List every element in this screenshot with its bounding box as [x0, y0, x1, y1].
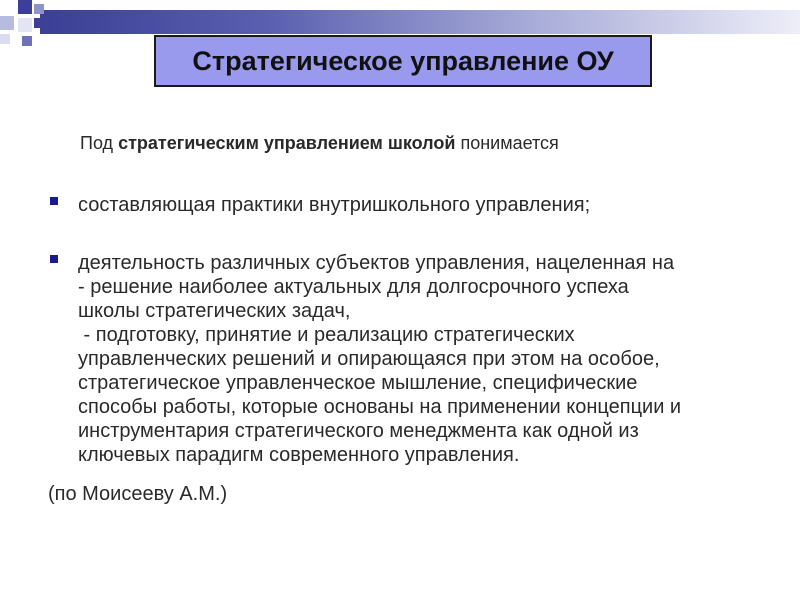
continuation-text: - подготовку, принятие и реализацию стратегических	[78, 324, 575, 346]
bullet-item-multiline	[78, 251, 768, 467]
bullet-icon	[50, 255, 58, 263]
continuation-line: способы работы, которые основаны на применении концепции и	[78, 396, 682, 418]
bullet-icon	[50, 197, 58, 205]
continuation-line	[78, 323, 768, 347]
intro-suffix: понимается	[455, 133, 559, 153]
continuation-line: инструментария стратегического менеджмента как одной из	[78, 420, 639, 442]
continuation-line: школы стратегических задач,	[78, 300, 351, 322]
intro-bold: стратегическим управлением школой	[118, 133, 456, 153]
source-citation: (по Моисееву А.М.)	[48, 483, 228, 505]
intro-line	[80, 131, 559, 155]
intro-prefix: Под	[80, 133, 119, 153]
continuation-line: стратегическое управленческое мышление, специфические	[78, 372, 638, 394]
continuation-line: управленческих решений и опирающаяся при этом на особое,	[78, 348, 660, 370]
slide-title: Стратегическое управление ОУ	[192, 45, 614, 76]
continuation-line: - решение наиболее актуальных для долгосрочного успеха	[78, 276, 629, 298]
bullet-line: деятельность различных субъектов управления, нацеленная на	[78, 252, 675, 274]
bullet-item: составляющая практики внутришкольного управления;	[78, 194, 591, 216]
continuation-line: ключевых парадигм современного управления.	[78, 444, 520, 466]
